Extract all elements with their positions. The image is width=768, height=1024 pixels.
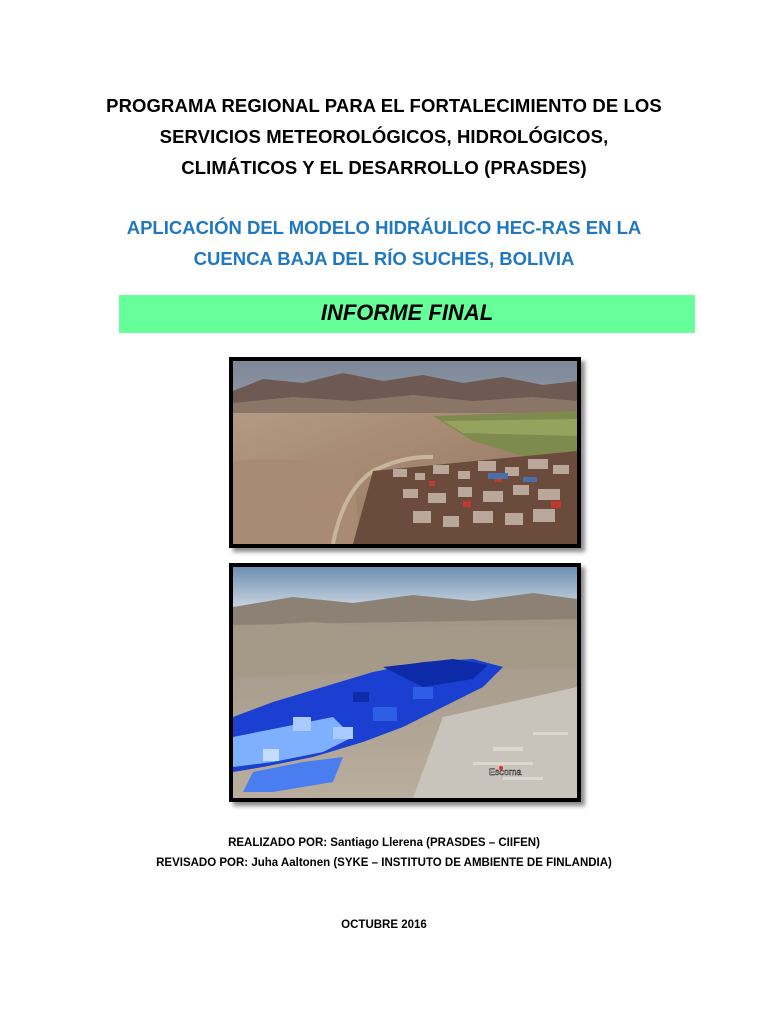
report-type-banner: [119, 295, 695, 333]
report-type-title: INFORME FINAL: [320, 300, 494, 325]
program-title-line-3: CLIMÁTICOS Y EL DESARROLLO (PRASDES): [181, 157, 587, 178]
flood-simulation-map: [229, 563, 581, 802]
map-place-label: Escoma: [489, 767, 522, 777]
program-title-line-2: SERVICIOS METEOROLÓGICOS, HIDROLÓGICOS,: [159, 126, 609, 147]
study-title-line-2: CUENCA BAJA DEL RÍO SUCHES, BOLIVIA: [193, 248, 575, 269]
study-title-line-1: APLICACIÓN DEL MODELO HIDRÁULICO HEC-RAS EN LA: [126, 217, 642, 238]
program-title-line-1: PROGRAMA REGIONAL PARA EL FORTALECIMIENTO DE LOS: [106, 95, 662, 116]
study-title: [0, 212, 768, 274]
program-title: [0, 90, 768, 183]
report-date: OCTUBRE 2016: [341, 919, 427, 931]
credits: [0, 833, 768, 873]
realizado-por: REALIZADO POR: Santiago Llerena (PRASDES – CIIFEN): [228, 837, 540, 849]
flood-aerial-photo: [229, 357, 581, 548]
revisado-por: REVISADO POR: Juha Aaltonen (SYKE – INSTITUTO DE AMBIENTE DE FINLANDIA): [156, 857, 612, 869]
